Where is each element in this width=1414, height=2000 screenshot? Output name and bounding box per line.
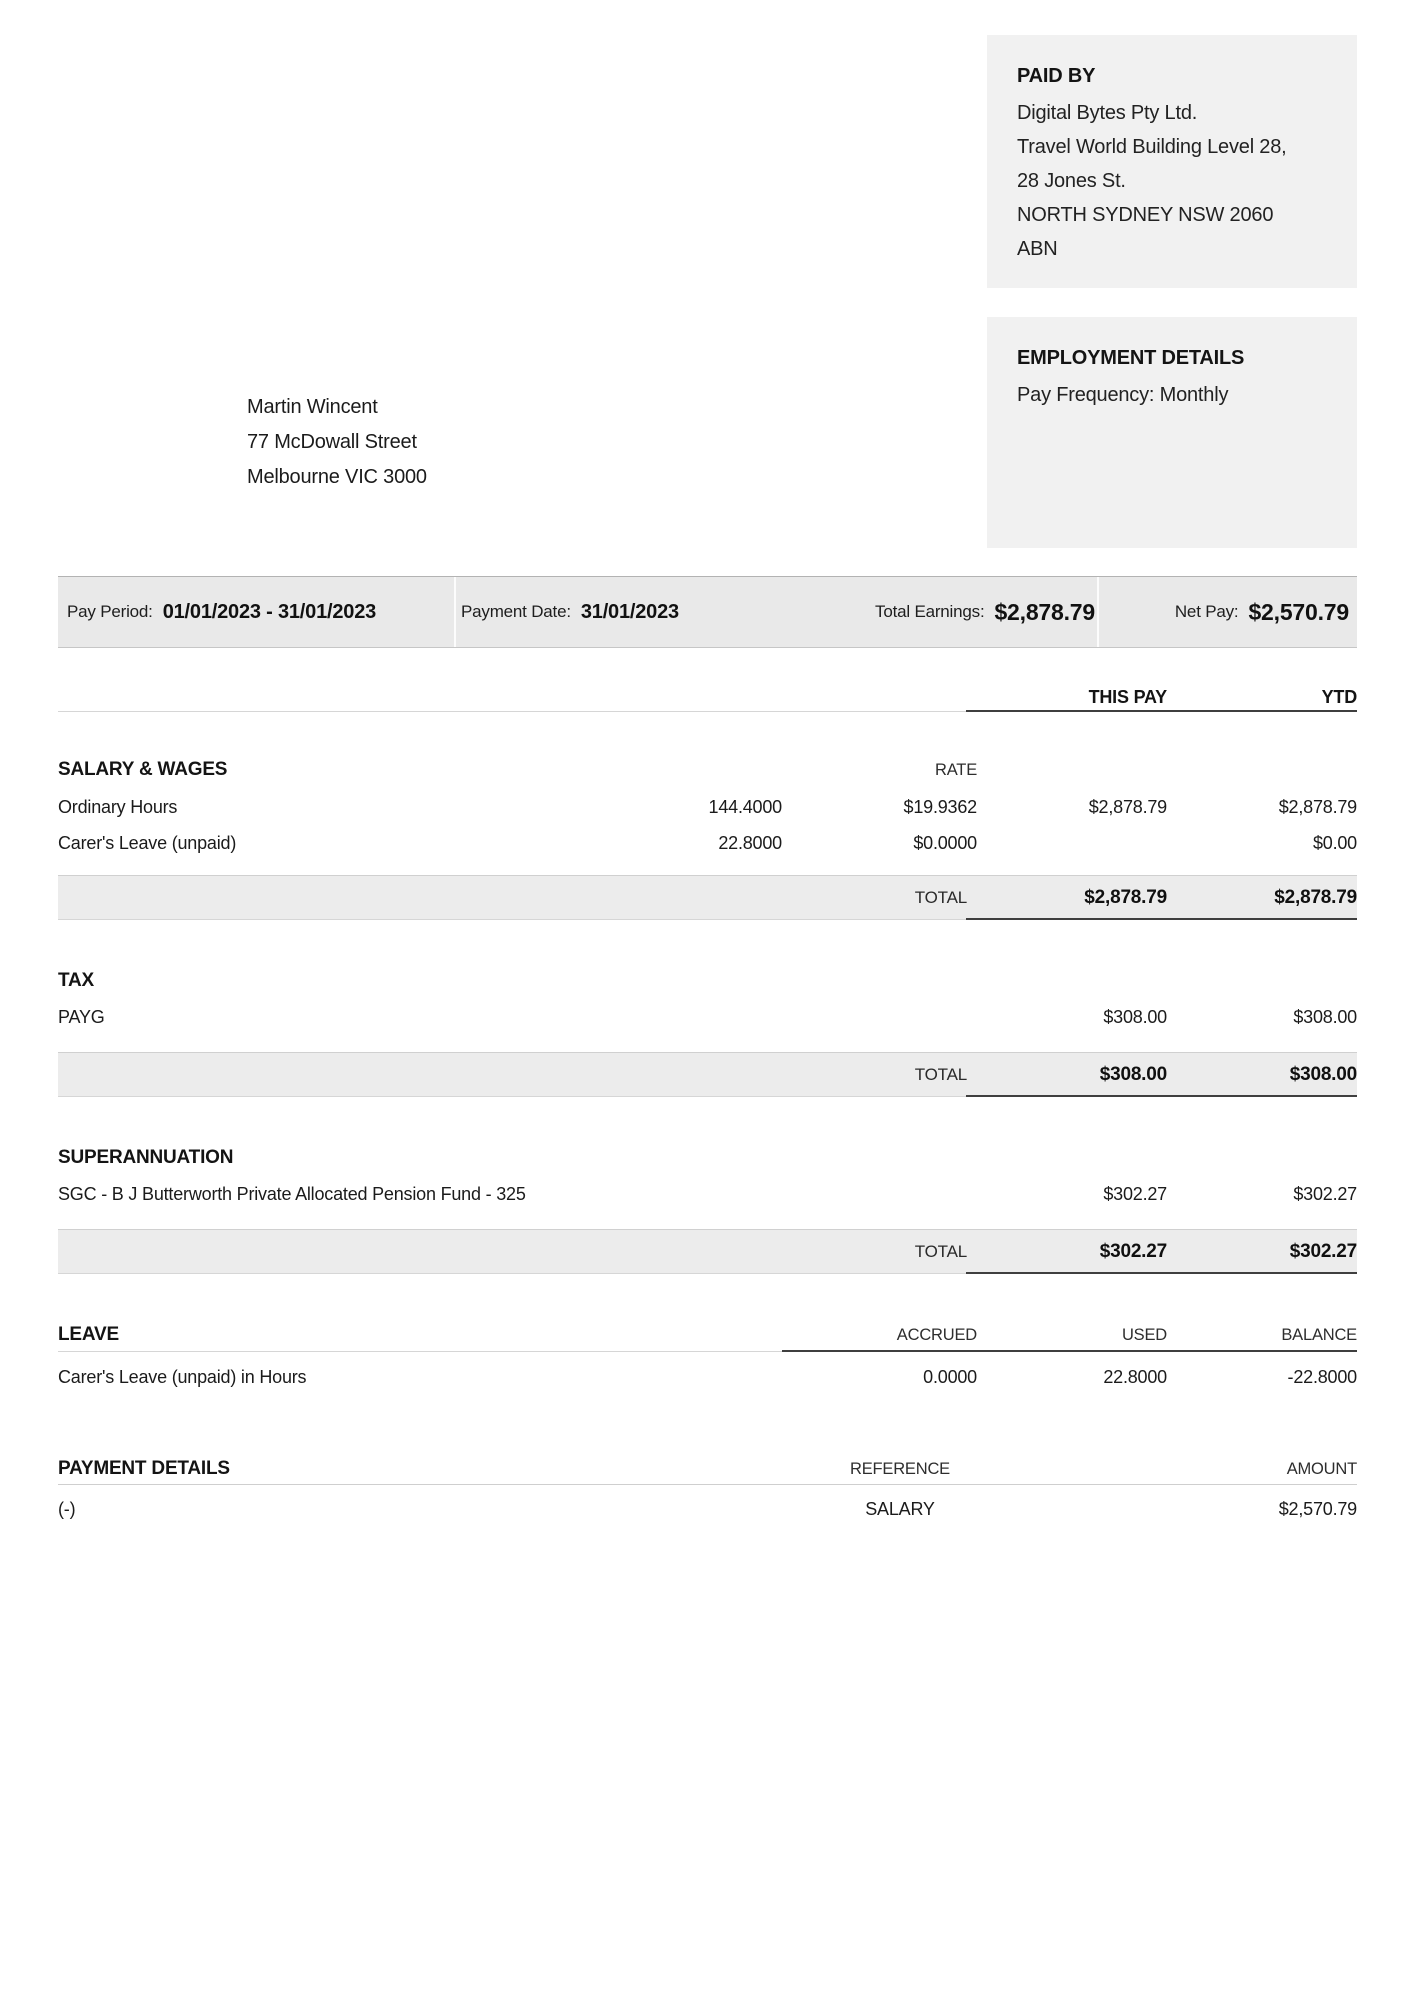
leave-title: LEAVE [58, 1324, 119, 1345]
row-rate: $19.9362 [903, 797, 977, 817]
total-this-pay: $302.27 [1099, 1240, 1167, 1262]
row-reference: SALARY [865, 1499, 935, 1519]
paid-by-address-2: 28 Jones St. [1017, 170, 1126, 192]
total-rule-light [58, 1273, 966, 1274]
pay-frequency: Pay Frequency: Monthly [1017, 384, 1229, 406]
total-label: TOTAL [914, 1064, 967, 1084]
total-label: TOTAL [914, 1241, 967, 1261]
col-reference: REFERENCE [850, 1460, 950, 1478]
total-this-pay: $308.00 [1099, 1063, 1167, 1085]
total-ytd: $302.27 [1289, 1240, 1357, 1262]
row-ytd: $308.00 [1293, 1007, 1357, 1027]
table-row [58, 1496, 1357, 1522]
row-this-pay: $308.00 [1103, 1007, 1167, 1027]
employee-city: Melbourne VIC 3000 [247, 466, 427, 488]
employee-street: 77 McDowall Street [247, 431, 417, 453]
payment-date-value: 31/01/2023 [580, 600, 679, 623]
paid-by-company: Digital Bytes Pty Ltd. [1017, 102, 1198, 124]
salary-wages-total-row [58, 875, 1357, 919]
row-description: PAYG [58, 1007, 105, 1027]
col-rate: RATE [935, 761, 977, 779]
tax-header-row [58, 968, 1357, 994]
row-rate: $0.0000 [913, 833, 977, 853]
payment-details-rule [58, 1484, 1357, 1485]
paid-by-address-3: NORTH SYDNEY NSW 2060 [1017, 204, 1274, 226]
pay-summary-bar [58, 576, 1357, 648]
total-rule-dark [966, 918, 1357, 920]
row-ytd: $0.00 [1312, 833, 1357, 853]
row-balance: -22.8000 [1287, 1367, 1357, 1387]
row-ytd: $2,878.79 [1278, 797, 1357, 817]
pay-period-value: 01/01/2023 - 31/01/2023 [162, 600, 377, 623]
table-row [58, 794, 1357, 820]
total-earnings-value: $2,878.79 [994, 598, 1095, 625]
row-description: (-) [58, 1499, 76, 1519]
employee-address-block [247, 390, 427, 495]
row-ytd: $302.27 [1293, 1184, 1357, 1204]
row-this-pay: $2,878.79 [1088, 797, 1167, 817]
total-earnings-label: Total Earnings: [875, 602, 985, 621]
row-amount: $2,570.79 [1278, 1499, 1357, 1519]
header-rule-light [58, 711, 966, 712]
total-ytd: $308.00 [1289, 1063, 1357, 1085]
employee-name: Martin Wincent [247, 396, 378, 418]
table-row [58, 1181, 1357, 1207]
paid-by-address-1: Travel World Building Level 28, [1017, 136, 1287, 158]
total-label: TOTAL [914, 887, 967, 907]
employment-details-title: EMPLOYMENT DETAILS [1017, 347, 1245, 369]
col-accrued: ACCRUED [896, 1326, 977, 1344]
table-row [58, 1004, 1357, 1030]
paid-by-title: PAID BY [1017, 65, 1096, 87]
col-ytd: YTD [1321, 687, 1357, 707]
total-earnings-group [875, 577, 1095, 647]
row-description: Carer's Leave (unpaid) in Hours [58, 1367, 307, 1387]
superannuation-total-row [58, 1229, 1357, 1273]
row-description: Ordinary Hours [58, 797, 178, 817]
superannuation-title: SUPERANNUATION [58, 1147, 234, 1168]
leave-header-row [58, 1322, 1357, 1348]
leave-rule-light [58, 1351, 782, 1352]
table-row [58, 830, 1357, 856]
salary-wages-header-row [58, 757, 1357, 783]
salary-wages-title: SALARY & WAGES [58, 759, 228, 780]
leave-rule-dark [782, 1350, 1357, 1352]
col-balance: BALANCE [1281, 1326, 1357, 1344]
net-pay-label: Net Pay: [1174, 602, 1239, 621]
paid-by-box [987, 35, 1357, 288]
row-hours: 22.8000 [718, 833, 782, 853]
row-accrued: 0.0000 [923, 1367, 977, 1387]
header-rule-dark [966, 710, 1357, 712]
superannuation-header-row [58, 1145, 1357, 1171]
net-pay-group [1175, 577, 1349, 647]
bar-separator [454, 577, 456, 647]
total-rule-light [58, 919, 966, 920]
total-this-pay: $2,878.79 [1084, 886, 1167, 908]
total-ytd: $2,878.79 [1274, 886, 1357, 908]
payment-date-group [461, 577, 679, 647]
row-hours: 144.4000 [708, 797, 782, 817]
tax-total-row [58, 1052, 1357, 1096]
pay-period-group [67, 577, 376, 647]
net-pay-value: $2,570.79 [1248, 598, 1349, 625]
row-description: Carer's Leave (unpaid) [58, 833, 237, 853]
tax-title: TAX [58, 970, 94, 991]
paid-by-abn: ABN [1017, 238, 1058, 260]
table-column-header-row [58, 684, 1357, 710]
col-used: USED [1121, 1326, 1167, 1344]
row-this-pay: $302.27 [1103, 1184, 1167, 1204]
row-description: SGC - B J Butterworth Private Allocated Pension Fund - 325 [58, 1184, 526, 1204]
payment-details-header-row [58, 1456, 1357, 1482]
col-amount: AMOUNT [1286, 1460, 1357, 1478]
payment-date-label: Payment Date: [461, 602, 571, 621]
total-rule-dark [966, 1095, 1357, 1097]
payment-details-title: PAYMENT DETAILS [58, 1458, 230, 1479]
table-row [58, 1364, 1357, 1390]
col-this-pay: THIS PAY [1088, 687, 1167, 707]
employment-details-box [987, 317, 1357, 548]
pay-period-label: Pay Period: [67, 602, 153, 621]
total-rule-dark [966, 1272, 1357, 1274]
total-rule-light [58, 1096, 966, 1097]
bar-separator [1097, 577, 1099, 647]
row-used: 22.8000 [1103, 1367, 1167, 1387]
